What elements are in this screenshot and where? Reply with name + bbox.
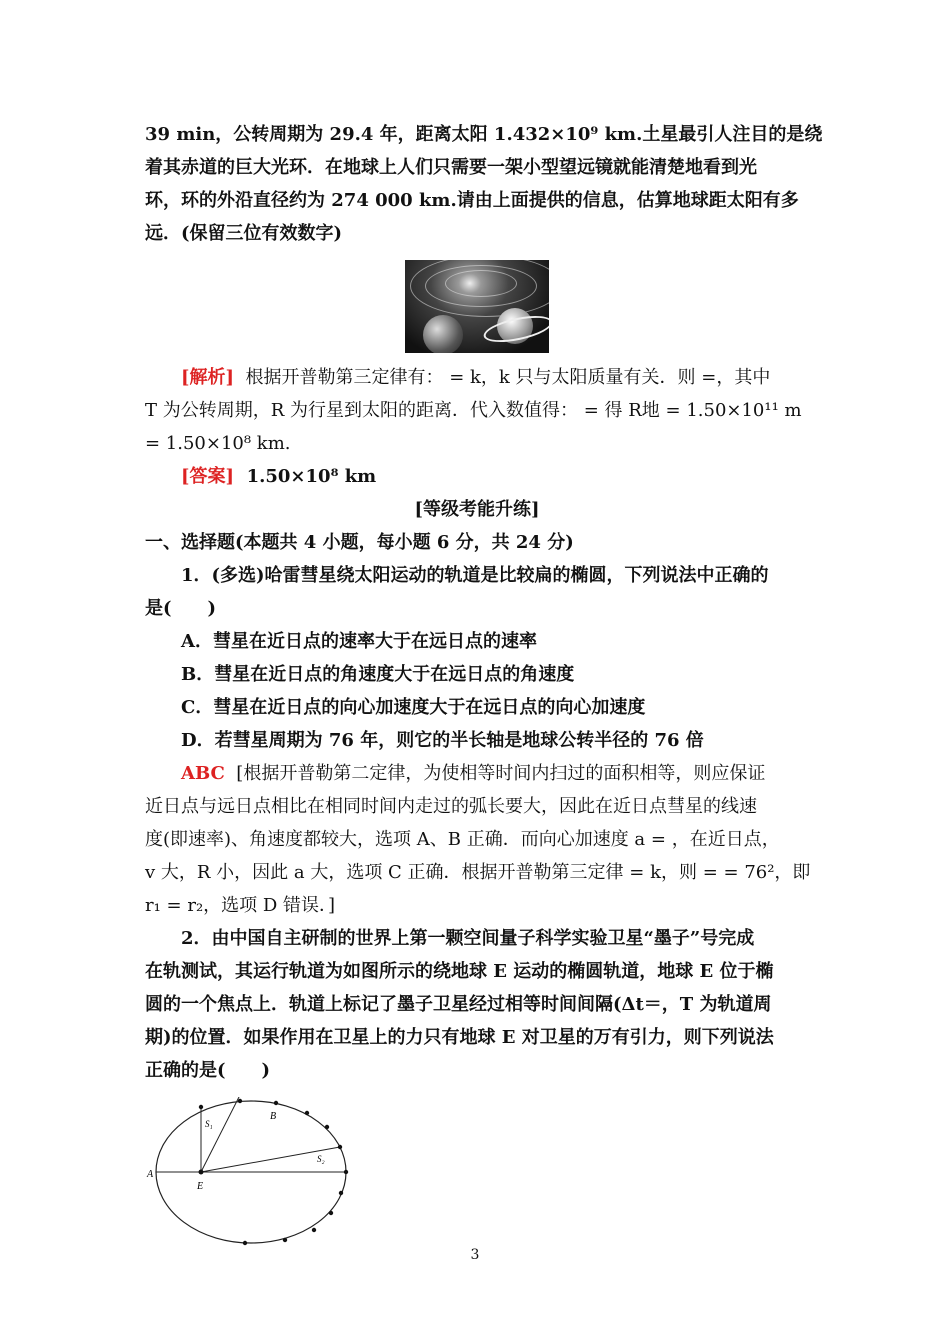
q2-line-4: 期)的位置．如果作用在卫星上的力只有地球 E 对卫星的万有引力，则下列说法 (145, 1027, 774, 1048)
q1-option-b: B．彗星在近日点的角速度大于在远日点的角速度 (181, 664, 575, 685)
intro-line-1: 39 min，公转周期为 29.4 年，距离太阳 1.432×10⁹ km.土星最引人注目的是绕 (145, 124, 823, 145)
analysis-tag: [解析] (181, 367, 235, 388)
q1-line-1: 1．(多选)哈雷彗星绕太阳运动的轨道是比较扁的椭圆，下列说法中正确的 (181, 565, 769, 586)
label-S1: S₁ (205, 1119, 213, 1129)
solar-system-photo (405, 260, 549, 353)
answer-tag: [答案] (181, 466, 235, 487)
label-A: A (147, 1169, 154, 1180)
q2-line-3: 圆的一个焦点上．轨道上标记了墨子卫星经过相等时间间隔(Δt＝，T 为轨道周 (145, 994, 772, 1015)
ellipse-orbit-diagram (145, 1097, 360, 1257)
intro-line-3: 环，环的外沿直径约为 274 000 km.请由上面提供的信息，估算地球距太阳有多 (145, 190, 799, 211)
q2-line-2: 在轨测试，其运行轨道为如图所示的绕地球 E 运动的椭圆轨道，地球 E 位于椭 (145, 961, 774, 982)
q1-solution-3: 度(即速率)、角速度都较大，选项 A、B 正确．而向心加速度 a = ，在近日点， (145, 829, 780, 850)
q1-solution-5: r₁ = r₂，选项 D 错误．] (145, 895, 336, 916)
analysis-line-3: = 1.50×10⁸ km. (145, 433, 291, 454)
q2-line-5: 正确的是( ) (145, 1060, 271, 1081)
q2-line-1: 2．由中国自主研制的世界上第一颗空间量子科学实验卫星“墨子”号完成 (181, 928, 755, 949)
analysis-line-2: T 为公转周期，R 为行星到太阳的距离．代入数值得： = 得 R地 = 1.50×10¹¹ m (145, 400, 802, 421)
page-number: 3 (470, 1247, 480, 1263)
intro-line-2: 着其赤道的巨大光环．在地球上人们只需要一架小型望远镜就能清楚地看到光 (145, 157, 757, 178)
q1-answer: ABC (181, 763, 225, 784)
radius-line-2 (201, 1097, 240, 1172)
page-content (145, 118, 823, 1261)
q1-solution-4: v 大，R 小，因此 a 大，选项 C 正确．根据开普勒第三定律 = k，则 = = 76²，即 (145, 862, 811, 883)
answer-line: [答案] 1.50×10⁸ km (181, 466, 377, 487)
q1-option-c: C．彗星在近日点的向心加速度大于在远日点的向心加速度 (181, 697, 646, 718)
q1-option-a: A．彗星在近日点的速率大于在远日点的速率 (181, 631, 537, 652)
intro-line-4: 远．(保留三位有效数字) (145, 223, 343, 244)
q1-solution-1: ABC [根据开普勒第二定律，为使相等时间内扫过的面积相等，则应保证 (181, 763, 766, 784)
analysis-line-1: [解析] 根据开普勒第三定律有： = k，k 只与太阳质量有关．则 =，其中 (181, 367, 771, 388)
q1-solution-2: 近日点与远日点相比在相同时间内走过的弧长要大，因此在近日点彗星的线速 (145, 796, 757, 817)
label-E: E (197, 1181, 204, 1192)
label-S2: S₂ (317, 1154, 325, 1164)
label-B: B (270, 1111, 277, 1122)
section-title: [等级考能升练] (414, 499, 540, 520)
q1-option-d: D．若彗星周期为 76 年，则它的半长轴是地球公转半径的 76 倍 (181, 730, 704, 751)
q1-line-2: 是( ) (145, 598, 217, 619)
part-heading: 一、选择题(本题共 4 小题，每小题 6 分，共 24 分) (145, 532, 574, 553)
